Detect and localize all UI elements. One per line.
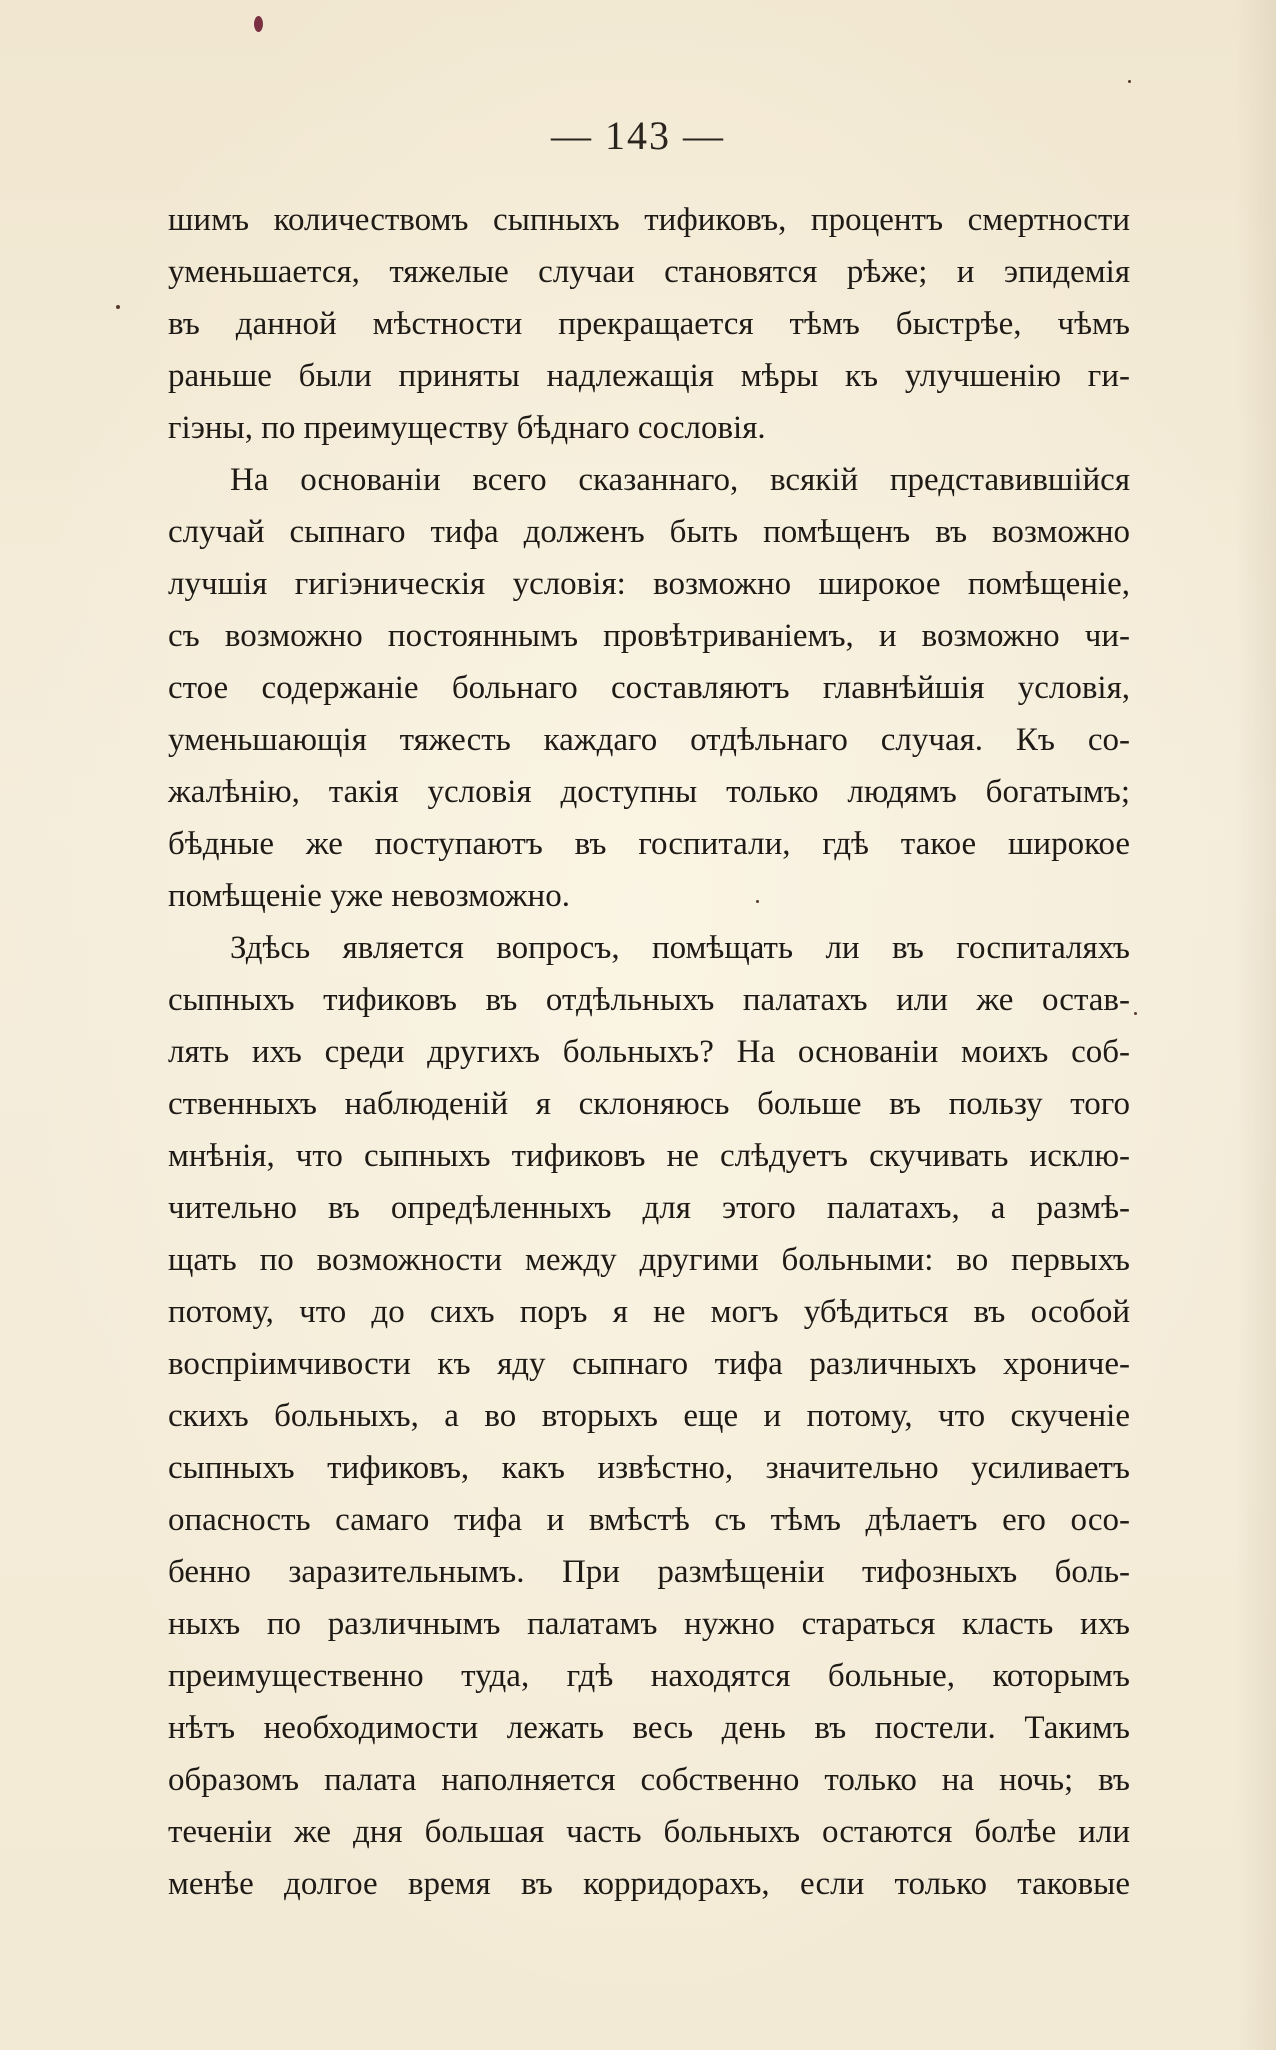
text-line: помѣщеніе уже невозможно. bbox=[168, 878, 570, 914]
page-edge-shadow bbox=[1236, 0, 1276, 2050]
paragraph-start-line: Здѣсь является вопросъ, помѣщать ли въ госпиталяхъ bbox=[230, 930, 1130, 966]
text-line: уменьшается, тяжелые случаи становятся рѣже; и эпидемія bbox=[168, 254, 1130, 290]
text-line: гіэны, по преимуществу бѣднаго сословія. bbox=[168, 410, 766, 446]
text-line: мнѣнія, что сыпныхъ тификовъ не слѣдуетъ скучивать исклю- bbox=[168, 1138, 1130, 1174]
ink-spot bbox=[254, 16, 263, 32]
text-line: теченіи же дня большая часть больныхъ остаются болѣе или bbox=[168, 1814, 1130, 1850]
text-line: потому, что до сихъ поръ я не могъ убѣдиться въ особой bbox=[168, 1294, 1130, 1330]
text-line: щать по возможности между другими больными: во первыхъ bbox=[168, 1242, 1130, 1278]
text-line: жалѣнію, такія условія доступны только людямъ богатымъ; bbox=[168, 774, 1130, 810]
text-line: образомъ палата наполняется собственно только на ночь; въ bbox=[168, 1762, 1130, 1798]
text-line: скихъ больныхъ, а во вторыхъ еще и потому, что скученіе bbox=[168, 1398, 1130, 1434]
text-line: раньше были приняты надлежащія мѣры къ улучшенію ги- bbox=[168, 358, 1130, 394]
text-line: сыпныхъ тификовъ въ отдѣльныхъ палатахъ или же остав- bbox=[168, 982, 1130, 1018]
ink-speck bbox=[1134, 1012, 1137, 1015]
body-text bbox=[168, 194, 1130, 1910]
text-line: чительно въ опредѣленныхъ для этого палатахъ, а размѣ- bbox=[168, 1190, 1130, 1226]
text-line: стое содержаніе больнаго составляютъ главнѣйшія условія, bbox=[168, 670, 1130, 706]
ink-speck bbox=[1128, 80, 1131, 83]
text-line: съ возможно постояннымъ провѣтриваніемъ, и возможно чи- bbox=[168, 618, 1130, 654]
text-line: въ данной мѣстности прекращается тѣмъ быстрѣе, чѣмъ bbox=[168, 306, 1130, 342]
text-line: воспріимчивости къ яду сыпнаго тифа различныхъ хрониче- bbox=[168, 1346, 1130, 1382]
text-line: случай сыпнаго тифа долженъ быть помѣщенъ въ возможно bbox=[168, 514, 1130, 550]
text-line: сыпныхъ тификовъ, какъ извѣстно, значительно усиливаетъ bbox=[168, 1450, 1130, 1486]
text-line: опасность самаго тифа и вмѣстѣ съ тѣмъ дѣлаетъ его осо- bbox=[168, 1502, 1130, 1538]
text-line: ныхъ по различнымъ палатамъ нужно стараться класть ихъ bbox=[168, 1606, 1130, 1642]
text-line: нѣтъ необходимости лежать весь день въ постели. Такимъ bbox=[168, 1710, 1130, 1746]
text-line: уменьшающія тяжесть каждаго отдѣльнаго случая. Къ со- bbox=[168, 722, 1130, 758]
page-number: — 143 — bbox=[551, 113, 725, 158]
text-line: бѣдные же поступаютъ въ госпитали, гдѣ такое широкое bbox=[168, 826, 1130, 862]
text-line: менѣе долгое время въ корридорахъ, если только таковые bbox=[168, 1866, 1130, 1902]
text-line: ственныхъ наблюденій я склоняюсь больше въ пользу того bbox=[168, 1086, 1130, 1122]
text-line: шимъ количествомъ сыпныхъ тификовъ, процентъ смертности bbox=[168, 202, 1130, 238]
text-line: преимущественно туда, гдѣ находятся больные, которымъ bbox=[168, 1658, 1130, 1694]
text-line: лять ихъ среди другихъ больныхъ? На основаніи моихъ соб- bbox=[168, 1034, 1130, 1070]
ink-speck bbox=[116, 305, 120, 309]
text-line: бенно заразительнымъ. При размѣщеніи тифозныхъ боль- bbox=[168, 1554, 1130, 1590]
text-line: лучшія гигіэническія условія: возможно широкое помѣщеніе, bbox=[168, 566, 1130, 602]
paragraph-start-line: На основаніи всего сказаннаго, всякій представившійся bbox=[230, 462, 1130, 498]
